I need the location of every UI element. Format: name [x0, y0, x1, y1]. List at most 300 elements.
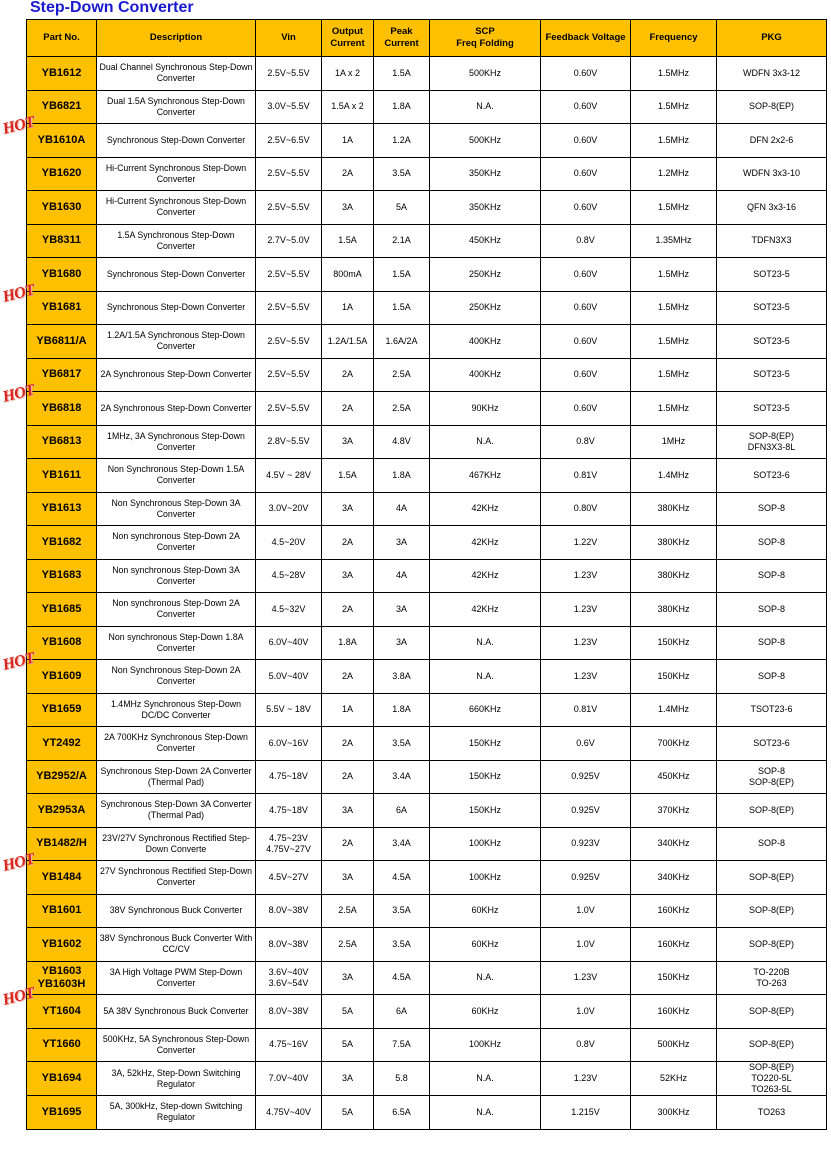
description-cell	[97, 1028, 256, 1062]
output-current-cell	[322, 291, 374, 325]
part-cell	[27, 894, 97, 928]
scp-freq-cell	[430, 961, 541, 995]
part-cell	[27, 1096, 97, 1130]
description-cell	[97, 291, 256, 325]
frequency-cell-line: 160KHz	[657, 938, 690, 949]
table-row	[27, 894, 827, 928]
part-cell-line: YB1685	[41, 602, 82, 615]
part-cell-line: YB6821	[41, 100, 82, 113]
feedback-voltage-cell-line: 0.923V	[571, 838, 600, 849]
feedback-voltage-cell	[541, 57, 631, 91]
output-current-cell	[322, 593, 374, 627]
vin-cell-line: 5.0V~40V	[268, 670, 309, 681]
feedback-voltage-cell	[541, 191, 631, 225]
description-cell-line: Synchronous Step-Down Converter	[106, 268, 246, 279]
output-current-cell-line: 5A	[341, 1005, 353, 1016]
description-cell	[97, 928, 256, 962]
description-cell	[97, 325, 256, 359]
part-cell-line: YB1695	[41, 1105, 82, 1118]
vin-cell-line: 3.0V~5.5V	[267, 101, 310, 112]
vin-cell-line: 2.5V~5.5V	[267, 67, 310, 78]
peak-current-cell-line: 4.5A	[392, 871, 411, 882]
table-row	[27, 459, 827, 493]
vin-cell	[256, 626, 322, 660]
vin-cell	[256, 827, 322, 861]
frequency-cell	[631, 392, 717, 426]
pkg-cell-line: SOP-8(EP)	[748, 871, 794, 882]
hot-badge: HOT	[0, 984, 37, 1009]
peak-current-cell-line: 2.5A	[392, 369, 411, 380]
part-cell-line: YB1608	[41, 636, 82, 649]
pkg-cell-line: SOP-8	[757, 838, 785, 849]
frequency-cell-line: 1.5MHz	[657, 402, 689, 413]
part-cell-line: YB1681	[41, 301, 82, 314]
part-cell	[27, 626, 97, 660]
hot-badge: HOT	[0, 381, 37, 406]
frequency-cell-line: 1.35MHz	[655, 235, 692, 246]
output-current-cell-line: 1.5A	[338, 469, 357, 480]
description-cell-line: 1.2A/1.5A Synchronous Step-Down Converter	[107, 330, 245, 352]
part-cell-line: YB2953A	[37, 803, 86, 816]
feedback-voltage-cell	[541, 526, 631, 560]
vin-cell	[256, 124, 322, 158]
feedback-voltage-cell	[541, 794, 631, 828]
peak-current-cell-line: 4.5A	[392, 972, 411, 983]
scp-freq-cell	[430, 1062, 541, 1096]
part-cell	[27, 291, 97, 325]
description-cell-line: 23V/27V Synchronous Rectified Step-Down Converte	[102, 832, 250, 854]
description-cell	[97, 1096, 256, 1130]
table-row	[27, 559, 827, 593]
pkg-cell-line: SOT23-5	[753, 402, 790, 413]
peak-current-cell	[374, 727, 430, 761]
vin-cell-line: 3.6V~40V	[268, 966, 309, 977]
frequency-cell-line: 370KHz	[657, 804, 690, 815]
peak-current-cell-line: 2.1A	[392, 235, 411, 246]
description-cell	[97, 660, 256, 694]
feedback-voltage-cell	[541, 626, 631, 660]
table-row	[27, 626, 827, 660]
vin-cell-line: 4.5V ~ 28V	[266, 469, 311, 480]
part-cell	[27, 794, 97, 828]
pkg-cell	[717, 961, 827, 995]
scp-freq-cell	[430, 191, 541, 225]
description-cell	[97, 392, 256, 426]
peak-current-cell	[374, 660, 430, 694]
pkg-cell	[717, 1096, 827, 1130]
description-cell-line: 2A Synchronous Step-Down Converter	[100, 402, 252, 413]
pkg-cell-line: SOP-8(EP)	[748, 1005, 794, 1016]
output-current-cell	[322, 392, 374, 426]
hot-badge: HOT	[0, 649, 37, 674]
output-current-cell	[322, 693, 374, 727]
scp-freq-cell	[430, 693, 541, 727]
pkg-cell	[717, 660, 827, 694]
part-cell-line: YT1604	[42, 1004, 81, 1017]
output-current-cell	[322, 995, 374, 1029]
output-current-cell-line: 1.2A/1.5A	[327, 335, 368, 346]
part-cell	[27, 760, 97, 794]
pkg-cell	[717, 358, 827, 392]
peak-current-cell	[374, 626, 430, 660]
pkg-cell	[717, 392, 827, 426]
feedback-voltage-cell-line: 1.23V	[573, 972, 598, 983]
frequency-cell-line: 500KHz	[657, 1039, 690, 1050]
peak-current-cell	[374, 894, 430, 928]
pkg-cell	[717, 1062, 827, 1096]
scp-freq-cell	[430, 593, 541, 627]
part-cell	[27, 459, 97, 493]
table-row	[27, 358, 827, 392]
part-cell	[27, 861, 97, 895]
description-cell-line: 2A Synchronous Step-Down Converter	[100, 369, 252, 380]
pkg-cell-line: SOP-8	[757, 637, 785, 648]
table-row	[27, 660, 827, 694]
feedback-voltage-cell-line: 0.60V	[573, 302, 598, 313]
description-cell	[97, 995, 256, 1029]
frequency-cell-line: 450KHz	[657, 771, 690, 782]
pkg-cell-line: WDFN 3x3-10	[742, 168, 800, 179]
scp-freq-cell	[430, 291, 541, 325]
pkg-cell-line: SOT23-6	[753, 469, 790, 480]
output-current-cell	[322, 928, 374, 962]
col-header-output-current: Output Current	[322, 20, 374, 57]
pkg-cell-line: SOP-8	[757, 570, 785, 581]
feedback-voltage-cell	[541, 425, 631, 459]
vin-cell	[256, 928, 322, 962]
scp-freq-cell-line: 450KHz	[468, 235, 502, 246]
output-current-cell-line: 2A	[341, 771, 353, 782]
feedback-voltage-cell-line: 0.60V	[573, 101, 598, 112]
scp-freq-cell	[430, 157, 541, 191]
feedback-voltage-cell-line: 0.6V	[576, 737, 595, 748]
frequency-cell	[631, 626, 717, 660]
frequency-cell-line: 380KHz	[657, 570, 690, 581]
table-row	[27, 224, 827, 258]
part-cell	[27, 827, 97, 861]
feedback-voltage-cell	[541, 157, 631, 191]
table-row	[27, 492, 827, 526]
scp-freq-cell	[430, 124, 541, 158]
description-cell	[97, 760, 256, 794]
vin-cell	[256, 894, 322, 928]
description-cell-line: Non Synchronous Step-Down 3A Converter	[111, 497, 241, 519]
output-current-cell	[322, 191, 374, 225]
description-cell-line: Non Synchronous Step-Down 2A Converter	[111, 665, 241, 687]
table-row	[27, 57, 827, 91]
part-cell	[27, 961, 97, 995]
part-cell-line: YB1482/H	[36, 837, 87, 850]
description-cell-line: Synchronous Step-Down 3A Converter (Thermal Pad)	[100, 799, 252, 821]
peak-current-cell	[374, 559, 430, 593]
part-cell-line: YB1609	[41, 669, 82, 682]
part-cell-line: YB1694	[41, 1072, 82, 1084]
peak-current-cell	[374, 492, 430, 526]
feedback-voltage-cell-line: 0.60V	[573, 335, 598, 346]
vin-cell	[256, 794, 322, 828]
peak-current-cell	[374, 157, 430, 191]
pkg-cell	[717, 291, 827, 325]
pkg-cell-line: SOP-8	[757, 670, 785, 681]
frequency-cell-line: 1.5MHz	[657, 335, 689, 346]
peak-current-cell-line: 1.8A	[392, 704, 411, 715]
table-row	[27, 157, 827, 191]
table-row	[27, 727, 827, 761]
frequency-cell	[631, 90, 717, 124]
output-current-cell	[322, 258, 374, 292]
vin-cell-line: 4.75~18V	[269, 804, 308, 815]
scp-freq-cell	[430, 358, 541, 392]
scp-freq-cell-line: 500KHz	[468, 67, 502, 78]
part-cell-line: YB1612	[41, 66, 82, 79]
pkg-cell	[717, 459, 827, 493]
description-cell	[97, 459, 256, 493]
vin-cell-line: 4.75~16V	[269, 1039, 308, 1050]
vin-cell-line: 4.5~32V	[271, 603, 306, 614]
vin-cell-line: 8.0V~38V	[268, 1005, 309, 1016]
peak-current-cell	[374, 961, 430, 995]
peak-current-cell	[374, 1062, 430, 1096]
feedback-voltage-cell	[541, 559, 631, 593]
peak-current-cell	[374, 861, 430, 895]
feedback-voltage-cell	[541, 1062, 631, 1096]
scp-freq-cell	[430, 928, 541, 962]
scp-freq-cell	[430, 861, 541, 895]
scp-freq-cell-line: 60KHz	[471, 938, 499, 949]
feedback-voltage-cell	[541, 291, 631, 325]
frequency-cell	[631, 961, 717, 995]
part-cell-line: YB1659	[41, 703, 82, 716]
frequency-cell	[631, 827, 717, 861]
output-current-cell-line: 2.5A	[338, 905, 357, 916]
description-cell	[97, 593, 256, 627]
output-current-cell	[322, 124, 374, 158]
feedback-voltage-cell-line: 0.80V	[573, 503, 598, 514]
vin-cell-line: 2.5V~5.5V	[267, 201, 310, 212]
output-current-cell-line: 1A	[341, 134, 353, 145]
output-current-cell	[322, 760, 374, 794]
part-cell	[27, 995, 97, 1029]
feedback-voltage-cell	[541, 760, 631, 794]
frequency-cell-line: 1.5MHz	[657, 201, 689, 212]
frequency-cell	[631, 894, 717, 928]
pkg-cell	[717, 90, 827, 124]
description-cell-line: 500KHz, 5A Synchronous Step-Down Converter	[102, 1033, 250, 1055]
vin-cell-line: 8.0V~38V	[268, 938, 309, 949]
part-cell	[27, 392, 97, 426]
frequency-cell-line: 1.5MHz	[657, 302, 689, 313]
peak-current-cell-line: 4.8V	[392, 436, 411, 447]
peak-current-cell	[374, 392, 430, 426]
output-current-cell	[322, 794, 374, 828]
pkg-cell	[717, 1028, 827, 1062]
peak-current-cell-line: 3A	[395, 603, 407, 614]
description-cell	[97, 1062, 256, 1096]
peak-current-cell-line: 1.5A	[392, 268, 411, 279]
peak-current-cell	[374, 928, 430, 962]
pkg-cell	[717, 325, 827, 359]
feedback-voltage-cell-line: 0.60V	[573, 67, 598, 78]
scp-freq-cell-line: 467KHz	[468, 469, 502, 480]
peak-current-cell-line: 1.6A/2A	[385, 335, 418, 346]
feedback-voltage-cell-line: 0.8V	[576, 436, 595, 447]
output-current-cell-line: 3A	[341, 503, 353, 514]
vin-cell-line: 5.5V ~ 18V	[266, 704, 311, 715]
vin-cell-line: 2.5V~5.5V	[267, 302, 310, 313]
part-cell	[27, 660, 97, 694]
scp-freq-cell-line: 350KHz	[468, 201, 502, 212]
scp-freq-cell-line: N.A.	[476, 972, 494, 983]
frequency-cell-line: 1.5MHz	[657, 369, 689, 380]
description-cell-line: Non synchronous Step-Down 2A Converter	[112, 531, 240, 553]
table-row	[27, 593, 827, 627]
description-cell-line: 38V Synchronous Buck Converter	[109, 905, 243, 916]
vin-cell-line: 2.8V~5.5V	[267, 436, 310, 447]
scp-freq-cell-line: 660KHz	[468, 704, 502, 715]
output-current-cell-line: 1A x 2	[334, 67, 361, 78]
page-title: Step-Down Converter	[30, 0, 194, 16]
vin-cell	[256, 191, 322, 225]
vin-cell	[256, 492, 322, 526]
vin-cell-line: 4.5~28V	[271, 570, 306, 581]
frequency-cell-line: 380KHz	[657, 536, 690, 547]
output-current-cell	[322, 57, 374, 91]
feedback-voltage-cell	[541, 928, 631, 962]
description-cell-line: 1.4MHz Synchronous Step-Down DC/DC Converter	[110, 698, 242, 720]
frequency-cell	[631, 1062, 717, 1096]
pkg-cell-line: SOP-8	[757, 765, 785, 776]
peak-current-cell	[374, 827, 430, 861]
frequency-cell-line: 380KHz	[657, 503, 690, 514]
col-header-scp-freq-folding: SCP Freq Folding	[430, 20, 541, 57]
pkg-cell-line: DFN3X3-8L	[747, 441, 796, 452]
pkg-cell	[717, 258, 827, 292]
scp-freq-cell-line: 350KHz	[468, 168, 502, 179]
pkg-cell-line: TO263	[757, 1106, 786, 1117]
vin-cell-line: 2.7V~5.0V	[267, 235, 310, 246]
scp-freq-cell-line: N.A.	[476, 101, 494, 112]
scp-freq-cell-line: 100KHz	[468, 1039, 502, 1050]
pkg-cell-line: SOP-8(EP)	[748, 1062, 794, 1072]
pkg-cell-line: TDFN3X3	[751, 235, 792, 246]
scp-freq-cell	[430, 626, 541, 660]
col-header-pkg: PKG	[717, 20, 827, 57]
part-cell-line: YB6811/A	[36, 334, 87, 347]
peak-current-cell-line: 4A	[395, 570, 407, 581]
pkg-cell	[717, 224, 827, 258]
pkg-cell-line: SOP-8(EP)	[748, 905, 794, 916]
pkg-cell	[717, 593, 827, 627]
feedback-voltage-cell-line: 1.0V	[576, 938, 595, 949]
table-row	[27, 928, 827, 962]
peak-current-cell	[374, 57, 430, 91]
frequency-cell-line: 1.5MHz	[657, 67, 689, 78]
scp-freq-cell	[430, 526, 541, 560]
peak-current-cell-line: 2.5A	[392, 402, 411, 413]
table-row	[27, 392, 827, 426]
feedback-voltage-cell-line: 0.60V	[573, 168, 598, 179]
description-cell-line: 5A 38V Synchronous Buck Converter	[103, 1005, 249, 1016]
description-cell	[97, 425, 256, 459]
pkg-cell-line: SOT23-5	[753, 302, 790, 313]
vin-cell-line: 2.5V~5.5V	[267, 335, 310, 346]
pkg-cell-line: TO263-5L	[751, 1084, 792, 1094]
peak-current-cell-line: 3A	[395, 637, 407, 648]
frequency-cell	[631, 693, 717, 727]
vin-cell	[256, 258, 322, 292]
part-cell	[27, 258, 97, 292]
hot-badge: HOT	[0, 113, 37, 138]
frequency-cell-line: 1.5MHz	[657, 101, 689, 112]
vin-cell	[256, 727, 322, 761]
output-current-cell-line: 2A	[341, 670, 353, 681]
frequency-cell	[631, 358, 717, 392]
part-cell	[27, 224, 97, 258]
output-current-cell	[322, 861, 374, 895]
part-cell-line: YT2492	[42, 736, 81, 749]
output-current-cell-line: 800mA	[333, 268, 362, 279]
frequency-cell-line: 700KHz	[657, 737, 690, 748]
part-cell-line: YB1610A	[37, 133, 86, 146]
table-row	[27, 1062, 827, 1096]
peak-current-cell-line: 3.4A	[392, 771, 411, 782]
frequency-cell	[631, 224, 717, 258]
peak-current-cell-line: 1.2A	[392, 134, 411, 145]
frequency-cell	[631, 258, 717, 292]
vin-cell-line: 6.0V~16V	[268, 737, 309, 748]
description-cell-line: 38V Synchronous Buck Converter With CC/CV	[99, 933, 253, 955]
description-cell	[97, 894, 256, 928]
pkg-cell	[717, 928, 827, 962]
feedback-voltage-cell-line: 0.8V	[576, 235, 595, 246]
frequency-cell	[631, 459, 717, 493]
scp-freq-cell	[430, 459, 541, 493]
output-current-cell-line: 2A	[341, 168, 353, 179]
part-cell-line: YB1680	[41, 267, 82, 280]
scp-freq-cell-line: 42KHz	[471, 503, 499, 514]
vin-cell	[256, 57, 322, 91]
pkg-cell-line: DFN 2x2-6	[749, 134, 794, 145]
vin-cell	[256, 526, 322, 560]
vin-cell	[256, 861, 322, 895]
frequency-cell-line: 1MHz	[661, 436, 686, 447]
vin-cell-line: 2.5V~5.5V	[267, 402, 310, 413]
frequency-cell-line: 150KHz	[657, 972, 690, 983]
description-cell-line: 1MHz, 3A Synchronous Step-Down Converter	[107, 430, 245, 452]
frequency-cell-line: 300KHz	[657, 1106, 690, 1117]
feedback-voltage-cell	[541, 593, 631, 627]
scp-freq-cell-line: N.A.	[476, 670, 494, 681]
output-current-cell-line: 3A	[341, 570, 353, 581]
vin-cell	[256, 760, 322, 794]
hot-badge: HOT	[0, 850, 37, 875]
feedback-voltage-cell-line: 1.23V	[573, 603, 598, 614]
frequency-cell	[631, 1096, 717, 1130]
pkg-cell	[717, 827, 827, 861]
peak-current-cell	[374, 325, 430, 359]
frequency-cell	[631, 794, 717, 828]
description-cell-line: Non synchronous Step-Down 2A Converter	[112, 598, 240, 620]
scp-freq-cell	[430, 392, 541, 426]
peak-current-cell	[374, 794, 430, 828]
output-current-cell	[322, 425, 374, 459]
output-current-cell	[322, 961, 374, 995]
pkg-cell	[717, 425, 827, 459]
scp-freq-cell	[430, 1028, 541, 1062]
part-cell-line: YB6813	[41, 435, 82, 448]
scp-freq-cell-line: 42KHz	[471, 603, 499, 614]
part-cell	[27, 157, 97, 191]
